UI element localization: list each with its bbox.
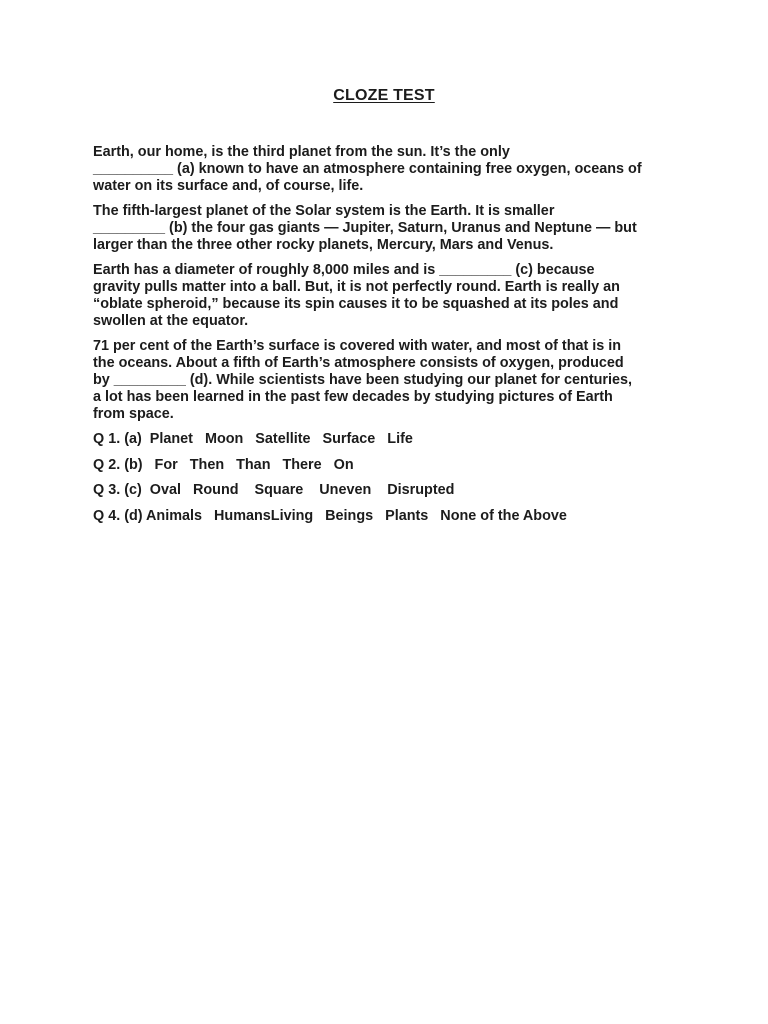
passage-body [93, 144, 693, 534]
question-2: Q 2. (b) For Then Than There On [93, 456, 354, 473]
passage-paragraph-1: Earth, our home, is the third planet from the sun. It’s the only __________ (a) known to have an atmosphere containing free oxygen, oceans of water on its surface and, of course, life. [93, 144, 642, 194]
question-4: Q 4. (d) Animals HumansLiving Beings Plants None of the Above [93, 508, 567, 525]
question-1: Q 1. (a) Planet Moon Satellite Surface Life [93, 431, 413, 447]
page-title: CLOZE TEST [333, 87, 435, 104]
passage-paragraph-2: The fifth-largest planet of the Solar system is the Earth. It is smaller _________ (b) the four gas giants — Jupiter, Saturn, Uranus and Neptune — but larger than the three other rocky planets, Mercury, Mars and Venus. [93, 203, 637, 253]
passage-paragraph-3: Earth has a diameter of roughly 8,000 miles and is _________ (c) because gravity pulls matter into a ball. But, it is not perfectly round. Earth is really an “oblate spheroid,” because its spin causes it to be squashed at its poles and swollen at the equator. [93, 262, 620, 329]
passage-paragraph-4: 71 per cent of the Earth’s surface is covered with water, and most of that is in the oceans. About a fifth of Earth’s atmosphere consists of oxygen, produced by _________ (d). While scientists have been studying our planet for centuries, a lot has been learned in the past few decades by studying pictures of Earth from space. [93, 338, 633, 422]
question-list [93, 431, 693, 534]
question-3: Q 3. (c) Oval Round Square Uneven Disrupted [93, 482, 455, 499]
